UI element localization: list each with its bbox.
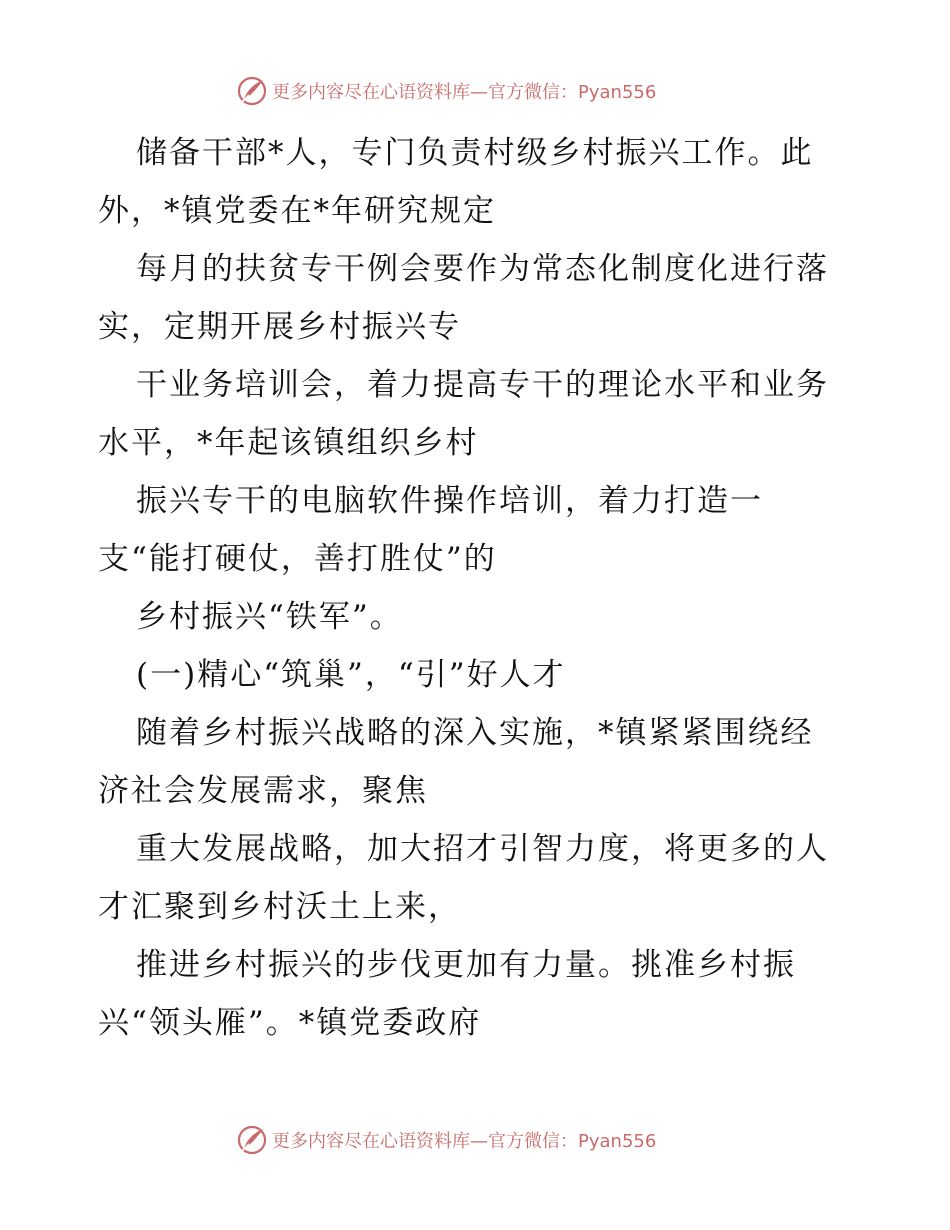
text-line: 水平，*年起该镇组织乡村	[98, 425, 479, 461]
section-heading: (一)精心“筑巢”，“引”好人才	[136, 657, 566, 693]
text-line: 外，*镇党委在*年研究规定	[98, 193, 496, 229]
text-line: 储备干部*人，专门负责村级乡村振兴工作。此	[136, 135, 814, 171]
footer-banner-dash: —	[470, 1131, 488, 1152]
feather-pen-logo-icon	[236, 1124, 268, 1156]
body-text	[98, 124, 858, 1052]
header-banner	[236, 74, 656, 108]
text-line: 推进乡村振兴的步伐更加有力量。挑准乡村振	[136, 947, 796, 983]
footer-banner-suffix: 官方微信：Pyan556	[488, 1131, 657, 1152]
header-banner-dash: —	[470, 82, 488, 103]
footer-banner-text	[272, 1127, 656, 1153]
text-line: 干业务培训会，着力提高专干的理论水平和业务	[136, 367, 829, 403]
text-line: 支“能打硬仗，善打胜仗”的	[98, 541, 497, 577]
text-line: 乡村振兴“铁军”。	[136, 599, 403, 635]
text-line: 兴“领头雁”。*镇党委政府	[98, 1005, 482, 1041]
footer-banner-main: 更多内容尽在心语资料库	[272, 1131, 470, 1152]
header-banner-suffix: 官方微信：Pyan556	[488, 82, 657, 103]
text-line: 重大发展战略，加大招才引智力度，将更多的人	[136, 831, 829, 867]
feather-pen-logo-icon	[236, 75, 268, 107]
footer-banner	[236, 1123, 656, 1157]
text-line: 实，定期开展乡村振兴专	[98, 309, 461, 345]
header-banner-text	[272, 78, 656, 104]
text-line: 济社会发展需求，聚焦	[98, 773, 428, 809]
text-line: 每月的扶贫专干例会要作为常态化制度化进行落	[136, 251, 829, 287]
text-line: 才汇聚到乡村沃土上来，	[98, 889, 461, 925]
header-banner-main: 更多内容尽在心语资料库	[272, 82, 470, 103]
text-line: 振兴专干的电脑软件操作培训，着力打造一	[136, 483, 763, 519]
text-line: 随着乡村振兴战略的深入实施，*镇紧紧围绕经	[136, 715, 814, 751]
